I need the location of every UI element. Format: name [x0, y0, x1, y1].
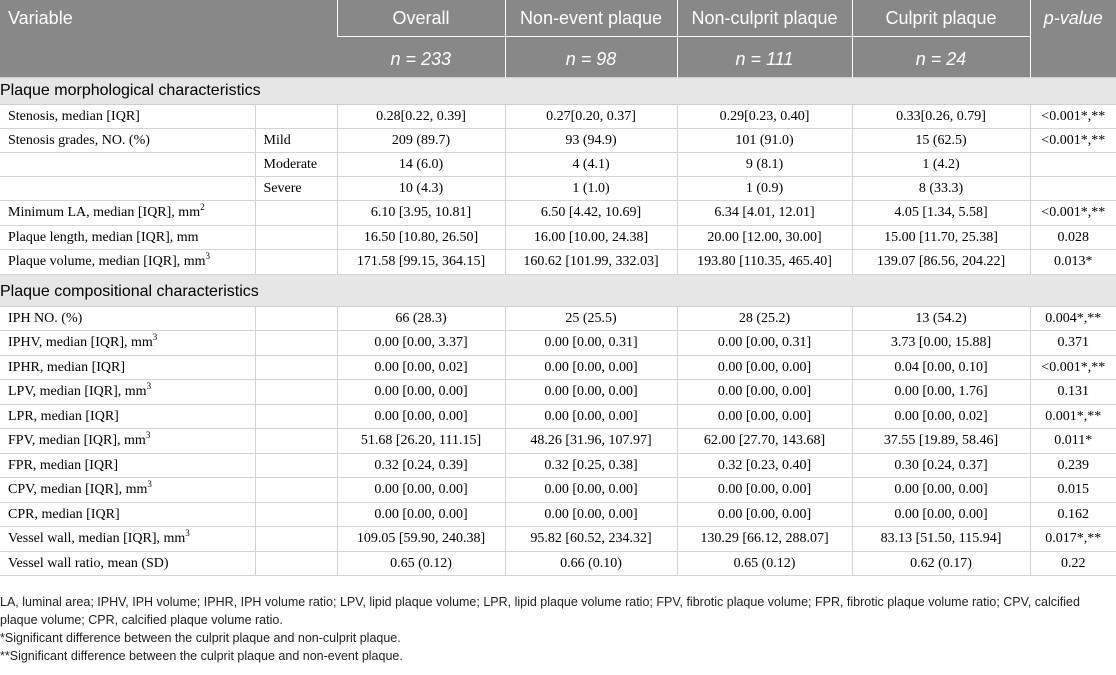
cell: 8 (33.3) — [852, 177, 1030, 201]
cell: 0.65 (0.12) — [677, 552, 852, 576]
cell: Plaque length, median [IQR], mm — [0, 226, 255, 250]
n-nonculprit: n = 111 — [677, 37, 852, 78]
cell: IPHR, median [IQR] — [0, 356, 255, 380]
cell: 0.00 [0.00, 0.00] — [677, 356, 852, 380]
table-row — [0, 527, 1116, 552]
cell — [0, 177, 255, 201]
cell: 0.013* — [1030, 250, 1116, 275]
cell: 130.29 [66.12, 288.07] — [677, 527, 852, 552]
cell: 171.58 [99.15, 364.15] — [337, 250, 505, 275]
cell: 13 (54.2) — [852, 307, 1030, 331]
cell: 0.30 [0.24, 0.37] — [852, 454, 1030, 478]
cell: 6.34 [4.01, 12.01] — [677, 201, 852, 226]
cell: 0.011* — [1030, 429, 1116, 454]
cell: <0.001*,** — [1030, 129, 1116, 153]
cell — [1030, 177, 1116, 201]
cell: 4.05 [1.34, 5.58] — [852, 201, 1030, 226]
cell: Vessel wall ratio, mean (SD) — [0, 552, 255, 576]
cell — [255, 552, 337, 576]
cell: 0.00 [0.00, 0.02] — [852, 405, 1030, 429]
table-row — [0, 405, 1116, 429]
cell: IPHV, median [IQR], $mm^3$ — [0, 331, 255, 356]
cell: 1 (1.0) — [505, 177, 677, 201]
cell: 51.68 [26.20, 111.15] — [337, 429, 505, 454]
cell: 0.239 — [1030, 454, 1116, 478]
cell: 209 (89.7) — [337, 129, 505, 153]
footnote-single-star: *Significant difference between the culprit plaque and non-culprit plaque. — [0, 631, 401, 645]
cell: 0.00 [0.00, 3.37] — [337, 331, 505, 356]
cell: 0.00 [0.00, 0.00] — [852, 503, 1030, 527]
cell: 109.05 [59.90, 240.38] — [337, 527, 505, 552]
cell: 0.32 [0.23, 0.40] — [677, 454, 852, 478]
n-overall: n = 233 — [337, 37, 505, 78]
cell: 48.26 [31.96, 107.97] — [505, 429, 677, 454]
table-row — [0, 153, 1116, 177]
cell: <0.001*,** — [1030, 201, 1116, 226]
cell: 0.22 — [1030, 552, 1116, 576]
cell: 28 (25.2) — [677, 307, 852, 331]
cell: 0.00 [0.00, 0.31] — [677, 331, 852, 356]
cell: Severe — [255, 177, 337, 201]
cell: 0.00 [0.00, 0.00] — [677, 380, 852, 405]
cell — [255, 226, 337, 250]
cell: 0.371 — [1030, 331, 1116, 356]
table-row — [0, 250, 1116, 275]
header-row — [0, 0, 1116, 37]
cell: 0.131 — [1030, 380, 1116, 405]
cell: Minimum LA, median [IQR], $mm^2$ — [0, 201, 255, 226]
table-row — [0, 331, 1116, 356]
header-nonevent: Non-event plaque — [505, 0, 677, 37]
cell: 193.80 [110.35, 465.40] — [677, 250, 852, 275]
cell: 9 (8.1) — [677, 153, 852, 177]
cell — [255, 454, 337, 478]
cell: 0.00 [0.00, 0.00] — [505, 405, 677, 429]
header-culprit: Culprit plaque — [852, 0, 1030, 37]
cell: 0.00 [0.00, 1.76] — [852, 380, 1030, 405]
table-row — [0, 226, 1116, 250]
cell — [255, 307, 337, 331]
cell: 101 (91.0) — [677, 129, 852, 153]
cell — [255, 331, 337, 356]
cell: 0.004*,** — [1030, 307, 1116, 331]
cell: 15.00 [11.70, 25.38] — [852, 226, 1030, 250]
cell: 0.028 — [1030, 226, 1116, 250]
cell: 14 (6.0) — [337, 153, 505, 177]
table-row — [0, 429, 1116, 454]
cell — [255, 405, 337, 429]
footnote-abbreviations: LA, luminal area; IPHV, IPH volume; IPHR, IPH volume ratio; LPV, lipid plaque volume; LPR, lipid plaque volume ratio; FPV, fibrotic plaque volume; FPR, fibrotic plaque volume ratio; CPV, calcified plaque volume; CPR, calcified plaque volume ratio. — [0, 595, 1080, 627]
cell: CPV, median [IQR], $mm^3$ — [0, 478, 255, 503]
cell: 6.10 [3.95, 10.81] — [337, 201, 505, 226]
cell: 0.00 [0.00, 0.00] — [505, 503, 677, 527]
table-row — [0, 454, 1116, 478]
section-header: Plaque morphological characteristics — [0, 78, 1116, 105]
cell: 0.00 [0.00, 0.00] — [852, 478, 1030, 503]
table-row — [0, 307, 1116, 331]
cell: 0.00 [0.00, 0.00] — [677, 503, 852, 527]
cell: <0.001*,** — [1030, 105, 1116, 129]
table-row — [0, 356, 1116, 380]
cell: 0.29[0.23, 0.40] — [677, 105, 852, 129]
header-nonculprit: Non-culprit plaque — [677, 0, 852, 37]
cell: Plaque volume, median [IQR], $mm^3$ — [0, 250, 255, 275]
cell — [1030, 153, 1116, 177]
cell: 0.00 [0.00, 0.00] — [677, 405, 852, 429]
cell: 0.32 [0.24, 0.39] — [337, 454, 505, 478]
cell: 0.00 [0.00, 0.00] — [337, 405, 505, 429]
cell — [255, 105, 337, 129]
cell: FPV, median [IQR], $mm^3$ — [0, 429, 255, 454]
n-culprit: n = 24 — [852, 37, 1030, 78]
table-row — [0, 177, 1116, 201]
cell: 6.50 [4.42, 10.69] — [505, 201, 677, 226]
cell: 0.00 [0.00, 0.00] — [505, 478, 677, 503]
cell: 0.32 [0.25, 0.38] — [505, 454, 677, 478]
cell: 0.017*,** — [1030, 527, 1116, 552]
cell: 1 (0.9) — [677, 177, 852, 201]
cell: LPR, median [IQR] — [0, 405, 255, 429]
n-nonevent: n = 98 — [505, 37, 677, 78]
cell: 0.00 [0.00, 0.00] — [337, 478, 505, 503]
cell: IPH NO. (%) — [0, 307, 255, 331]
cell: 0.27[0.20, 0.37] — [505, 105, 677, 129]
cell — [255, 356, 337, 380]
table-row — [0, 105, 1116, 129]
table-row — [0, 201, 1116, 226]
cell: Stenosis, median [IQR] — [0, 105, 255, 129]
cell: 0.00 [0.00, 0.00] — [337, 380, 505, 405]
cell: 0.62 (0.17) — [852, 552, 1030, 576]
cell — [255, 527, 337, 552]
cell — [0, 153, 255, 177]
cell: 16.50 [10.80, 26.50] — [337, 226, 505, 250]
cell: CPR, median [IQR] — [0, 503, 255, 527]
cell: FPR, median [IQR] — [0, 454, 255, 478]
cell: 0.162 — [1030, 503, 1116, 527]
cell: 20.00 [12.00, 30.00] — [677, 226, 852, 250]
cell — [255, 503, 337, 527]
table-row — [0, 129, 1116, 153]
section-header: Plaque compositional characteristics — [0, 275, 1116, 307]
cell: 0.28[0.22, 0.39] — [337, 105, 505, 129]
cell: Stenosis grades, NO. (%) — [0, 129, 255, 153]
cell: 0.04 [0.00, 0.10] — [852, 356, 1030, 380]
cell: 16.00 [10.00, 24.38] — [505, 226, 677, 250]
cell: 0.33[0.26, 0.79] — [852, 105, 1030, 129]
cell: Mild — [255, 129, 337, 153]
cell — [255, 201, 337, 226]
table-row — [0, 503, 1116, 527]
cell: 83.13 [51.50, 115.94] — [852, 527, 1030, 552]
cell: 25 (25.5) — [505, 307, 677, 331]
cell: 0.00 [0.00, 0.00] — [505, 356, 677, 380]
cell — [255, 250, 337, 275]
cell: 139.07 [86.56, 204.22] — [852, 250, 1030, 275]
cell — [255, 380, 337, 405]
cell: LPV, median [IQR], $mm^3$ — [0, 380, 255, 405]
cell: 93 (94.9) — [505, 129, 677, 153]
cell: 62.00 [27.70, 143.68] — [677, 429, 852, 454]
cell: Moderate — [255, 153, 337, 177]
table-row — [0, 380, 1116, 405]
table-footnotes — [0, 593, 1114, 665]
cell: 0.00 [0.00, 0.31] — [505, 331, 677, 356]
cell: 0.00 [0.00, 0.00] — [505, 380, 677, 405]
footnote-double-star: **Significant difference between the culprit plaque and non-event plaque. — [0, 649, 403, 663]
header-overall: Overall — [337, 0, 505, 37]
cell: 95.82 [60.52, 234.32] — [505, 527, 677, 552]
cell: 0.00 [0.00, 0.00] — [337, 503, 505, 527]
header-variable: Variable — [0, 0, 337, 78]
cell — [255, 429, 337, 454]
cell: 37.55 [19.89, 58.46] — [852, 429, 1030, 454]
table-row — [0, 552, 1116, 576]
cell: 15 (62.5) — [852, 129, 1030, 153]
table-row — [0, 478, 1116, 503]
cell: 10 (4.3) — [337, 177, 505, 201]
cell: 3.73 [0.00, 15.88] — [852, 331, 1030, 356]
cell: 0.001*,** — [1030, 405, 1116, 429]
cell: 1 (4.2) — [852, 153, 1030, 177]
cell: 0.00 [0.00, 0.00] — [677, 478, 852, 503]
cell: 160.62 [101.99, 332.03] — [505, 250, 677, 275]
cell: 0.65 (0.12) — [337, 552, 505, 576]
cell: 4 (4.1) — [505, 153, 677, 177]
cell: 0.015 — [1030, 478, 1116, 503]
cell: <0.001*,** — [1030, 356, 1116, 380]
cell: Vessel wall, median [IQR], $mm^3$ — [0, 527, 255, 552]
cell: 0.00 [0.00, 0.02] — [337, 356, 505, 380]
header-pvalue: p-value — [1030, 0, 1116, 78]
cell — [255, 478, 337, 503]
cell: 0.66 (0.10) — [505, 552, 677, 576]
cell: 66 (28.3) — [337, 307, 505, 331]
